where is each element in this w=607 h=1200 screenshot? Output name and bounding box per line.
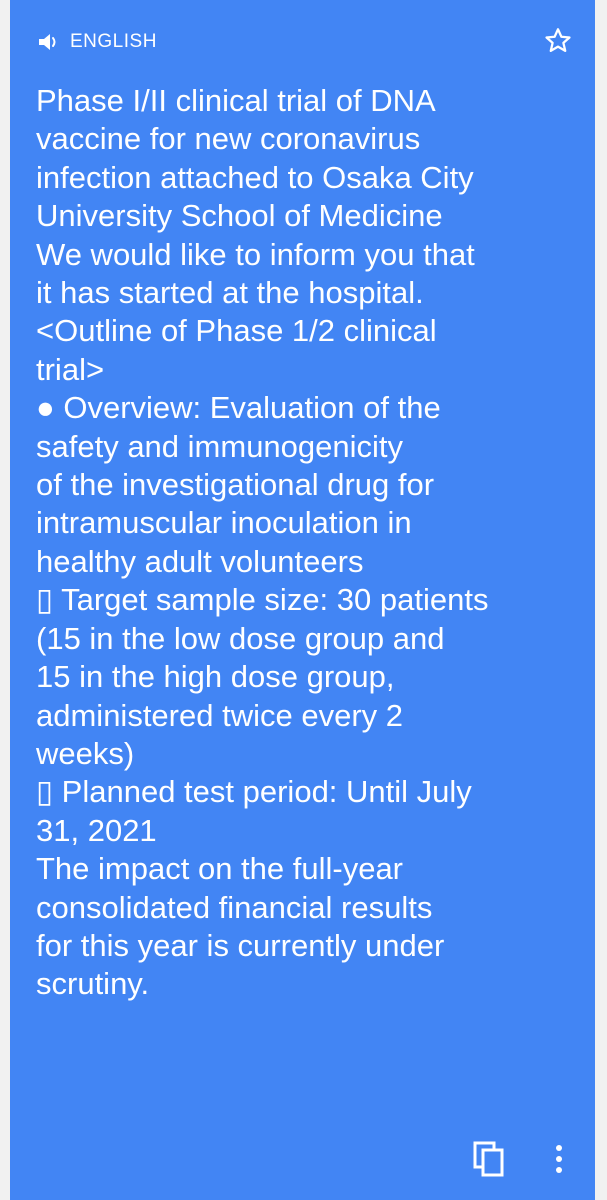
card-actions: [10, 1138, 595, 1182]
copy-icon[interactable]: [472, 1140, 506, 1178]
volume-icon[interactable]: [36, 30, 62, 54]
translation-card: [10, 0, 595, 1200]
language-header[interactable]: [36, 28, 157, 56]
star-outline-icon[interactable]: [543, 26, 573, 56]
language-label: ENGLISH: [70, 31, 157, 52]
more-vert-icon[interactable]: [550, 1142, 568, 1176]
translated-text: Phase I/II clinical trial of DNA vaccine for new coronavirus infection attached to Osaka City University School of Medicine We would like to inform you that it has started at the hospital. <Outline of Phase 1/2 clinical trial> ● Overview: Evaluation of the safety and immunogenicity of the investigational drug for intramuscular inoculation in healthy adult volunteers ▯ Target sample size: 30 patients (15 in the low dose group and 15 in the high dose group, administered twice every 2 weeks) ▯ Planned test period: Until July 31, 2021 The impact on the full-year consolidated financial results for this year is currently under scrutiny.: [36, 83, 489, 1002]
